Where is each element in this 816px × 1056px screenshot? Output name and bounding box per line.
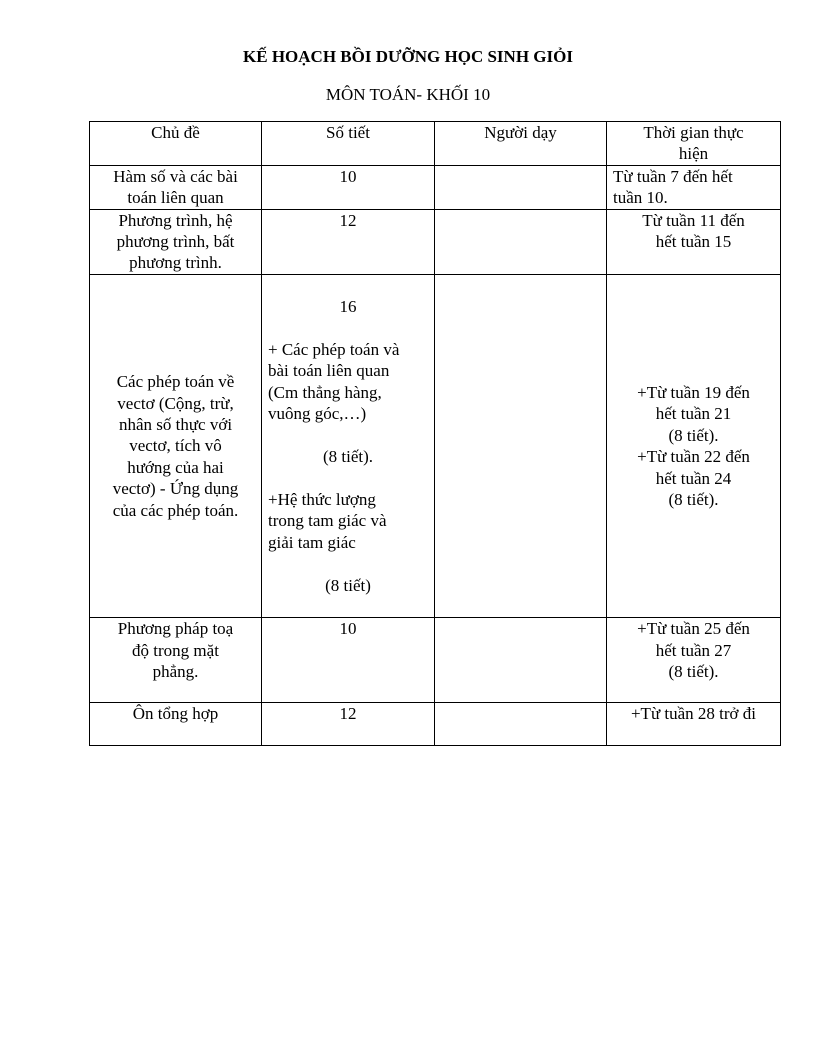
teacher-cell [435, 703, 607, 746]
table-row [90, 618, 781, 703]
time-cell: Từ tuần 7 đến hết tuần 10. [607, 165, 781, 209]
teacher-cell [435, 209, 607, 274]
header-teacher: Người dạy [435, 122, 607, 166]
table-row [90, 165, 781, 209]
periods-cell: 12 [262, 209, 435, 274]
table-row [90, 209, 781, 274]
training-plan-table [89, 121, 781, 746]
periods-cell: 12 [262, 703, 435, 746]
time-cell: +Từ tuần 19 đến hết tuần 21 (8 tiết). +Từ tuần 22 đến hết tuần 24 (8 tiết). [607, 274, 781, 618]
periods-total: 16 [339, 297, 357, 317]
periods-detail-1-count: (8 tiết). [322, 447, 374, 467]
document-title: KẾ HOẠCH BỒI DƯỠNG HỌC SINH GIỎI [243, 47, 573, 66]
periods-cell: 10 [262, 618, 435, 703]
table-header-row [90, 122, 781, 166]
periods-detail-2: +Hệ thức lượng trong tam giác và giải tam giác [268, 489, 387, 552]
teacher-cell [435, 618, 607, 703]
header-time: Thời gian thực hiện [607, 122, 781, 166]
time-cell: +Từ tuần 28 trở đi [607, 703, 781, 746]
document-subtitle: MÔN TOÁN- KHỐI 10 [325, 85, 491, 104]
topic-cell: Các phép toán về vectơ (Cộng, trừ, nhân số thực với vectơ, tích vô hướng của hai vectơ) - Ứng dụng của các phép toán. [90, 274, 262, 618]
time-cell: Từ tuần 11 đến hết tuần 15 [607, 209, 781, 274]
table-row [90, 274, 781, 618]
periods-cell: 10 [262, 165, 435, 209]
topic-cell: Phương pháp toạ độ trong mặt phẳng. [90, 618, 262, 703]
topic-cell: Phương trình, hệ phương trình, bất phương trình. [90, 209, 262, 274]
table-row [90, 703, 781, 746]
topic-cell: Hàm số và các bài toán liên quan [90, 165, 262, 209]
header-topic: Chủ đề [90, 122, 262, 166]
teacher-cell [435, 165, 607, 209]
header-periods: Số tiết [262, 122, 435, 166]
periods-detail-2-count: (8 tiết) [325, 575, 371, 595]
topic-cell: Ôn tổng hợp [90, 703, 262, 746]
periods-detail-1: + Các phép toán và bài toán liên quan (Cm thẳng hàng, vuông góc,…) [268, 340, 400, 424]
periods-cell [262, 274, 435, 618]
teacher-cell [435, 274, 607, 618]
time-cell: +Từ tuần 25 đến hết tuần 27 (8 tiết). [607, 618, 781, 703]
